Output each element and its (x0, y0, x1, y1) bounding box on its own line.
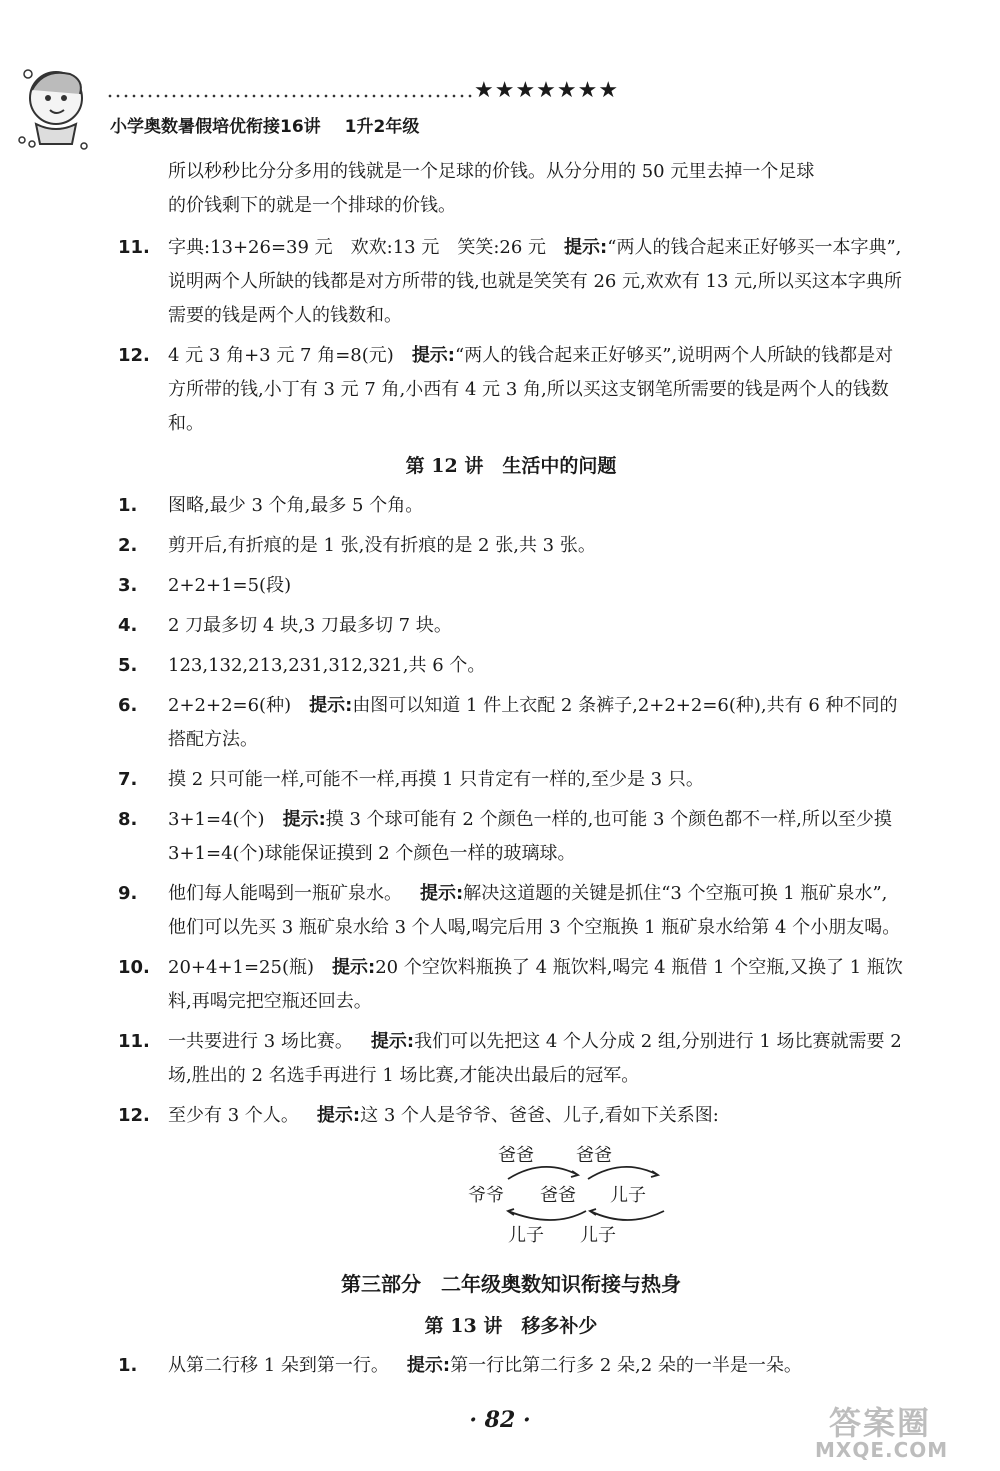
hint-label: 提示: (282, 809, 326, 830)
diagram-mid-right: 儿子 (610, 1185, 646, 1206)
item-hint: 由图可以知道 1 件上衣配 2 条裤子,2+2+2=6(种),共有 6 种不同的搭配方法。 (168, 695, 898, 750)
diagram-top-right: 爸爸 (576, 1145, 612, 1166)
book-title (110, 112, 419, 137)
answer-item (118, 951, 904, 1019)
item-number: 11. (118, 237, 150, 258)
item-answer: 他们每人能喝到一瓶矿泉水。 (168, 883, 402, 904)
item-answer: 剪开后,有折痕的是 1 张,没有折痕的是 2 张,共 3 张。 (168, 535, 596, 556)
page-header (14, 64, 620, 154)
item-number: 6. (118, 695, 138, 716)
header-stars: ★★★★★★★ (474, 78, 620, 103)
item-hint: 解决这道题的关键是抓住“3 个空瓶可换 1 瓶矿泉水”,他们可以先买 3 瓶矿泉水给 3 个人喝,喝完后用 3 个空瓶换 1 瓶矿泉水给第 4 个小朋友喝。 (168, 883, 901, 938)
item-number: 9. (118, 883, 138, 904)
answer-item (118, 1099, 904, 1133)
diagram-mid-center: 爸爸 (540, 1185, 576, 1206)
grade-label: 1升2年级 (344, 117, 420, 137)
watermark-line-2: MXQE.COM (815, 1438, 949, 1462)
answer-item (118, 529, 904, 563)
item-answer: 至少有 3 个人。 (168, 1105, 299, 1126)
item-answer: 从第二行移 1 朵到第一行。 (168, 1355, 389, 1376)
hint-label: 提示: (309, 695, 353, 716)
answer-item (118, 339, 904, 441)
item-number: 7. (118, 769, 138, 790)
item-number: 10. (118, 957, 150, 978)
item-answer: 123,132,213,231,312,321,共 6 个。 (168, 655, 486, 676)
answer-item (118, 803, 904, 871)
answer-item (118, 569, 904, 603)
item-hint: 我们可以先把这 4 个人分成 2 组,分别进行 1 场比赛就需要 2 场,胜出的 2 名选手再进行 1 场比赛,才能决出最后的冠军。 (168, 1031, 902, 1086)
item-answer: 图略,最少 3 个角,最多 5 个角。 (168, 495, 424, 516)
watermark-line-1: 答案圈 (829, 1404, 932, 1442)
hint-label: 提示: (420, 883, 464, 904)
mascot-icon (14, 64, 104, 152)
item-answer: 2+2+2=6(种) (168, 695, 292, 716)
diagram-top-left: 爸爸 (498, 1145, 534, 1166)
item-hint: “两人的钱合起来正好够买”,说明两个人所缺的钱都是对方所带的钱,小丁有 3 元 7 角,小西有 4 元 3 角,所以买这支钢笔所需要的钱是两个人的钱数和。 (168, 345, 894, 434)
item-number: 5. (118, 655, 138, 676)
lecture-12-title: 第 12 讲 生活中的问题 (405, 455, 617, 477)
diagram-bottom-right: 儿子 (580, 1225, 616, 1246)
answer-item (118, 1349, 904, 1383)
diagram-mid-left: 爷爷 (468, 1185, 504, 1206)
header-dotted-line (106, 94, 474, 98)
item-number: 12. (118, 1105, 150, 1126)
page-content (118, 155, 904, 1389)
relation-diagram (468, 1139, 708, 1257)
page-number: · 82 · (469, 1407, 531, 1433)
intro-line-2: 的价钱剩下的就是一个排球的价钱。 (168, 195, 456, 216)
item-answer: 2+2+1=5(段) (168, 575, 292, 596)
item-hint: 第一行比第二行多 2 朵,2 朵的一半是一朵。 (450, 1355, 802, 1376)
item-number: 1. (118, 1355, 138, 1376)
item-number: 3. (118, 575, 138, 596)
answer-item (118, 609, 904, 643)
watermark (815, 1398, 995, 1470)
item-answer: 摸 2 只可能一样,可能不一样,再摸 1 只肯定有一样的,至少是 3 只。 (168, 769, 704, 790)
item-hint: 20 个空饮料瓶换了 4 瓶饮料,喝完 4 瓶借 1 个空瓶,又换了 1 瓶饮料,再喝完把空瓶还回去。 (168, 957, 903, 1012)
answer-item (118, 877, 904, 945)
answer-item (118, 231, 904, 333)
answer-item (118, 1025, 904, 1093)
item-number: 1. (118, 495, 138, 516)
item-hint: 这 3 个人是爷爷、爸爸、儿子,看如下关系图: (360, 1105, 719, 1126)
item-number: 12. (118, 345, 150, 366)
book-title-text: 小学奥数暑假培优衔接16讲 (110, 117, 321, 137)
item-hint: “两人的钱合起来正好够买一本字典”,说明两个人所缺的钱都是对方所带的钱,也就是笑笑有 26 元,欢欢有 13 元,所以买这本字典所需要的钱是两个人的钱数和。 (168, 237, 902, 326)
item-answer: 4 元 3 角+3 元 7 角=8(元) (168, 345, 394, 366)
answer-item (118, 763, 904, 797)
intro-line-1: 所以秒秒比分分多用的钱就是一个足球的价钱。从分分用的 50 元里去掉一个足球 (168, 161, 815, 182)
hint-label: 提示: (411, 345, 456, 366)
answer-item (118, 649, 904, 683)
item-answer: 一共要进行 3 场比赛。 (168, 1031, 353, 1052)
hint-label: 提示: (332, 957, 376, 978)
item-number: 8. (118, 809, 138, 830)
item-hint: 摸 3 个球可能有 2 个颜色一样的,也可能 3 个颜色都不一样,所以至少摸3+1=4(个)球能保证摸到 2 个颜色一样的玻璃球。 (168, 809, 892, 864)
item-answer: 20+4+1=25(瓶) (168, 957, 315, 978)
hint-label: 提示: (406, 1355, 451, 1376)
lecture-13-title: 第 13 讲 移多补少 (424, 1315, 598, 1337)
item-number: 11. (118, 1031, 150, 1052)
part-3-title: 第三部分 二年级奥数知识衔接与热身 (341, 1272, 681, 1296)
item-answer: 3+1=4(个) (168, 809, 265, 830)
answer-item (118, 489, 904, 523)
hint-label: 提示: (564, 237, 608, 258)
item-answer: 2 刀最多切 4 块,3 刀最多切 7 块。 (168, 615, 452, 636)
hint-label: 提示: (316, 1105, 361, 1126)
item-number: 2. (118, 535, 138, 556)
hint-label: 提示: (370, 1031, 415, 1052)
diagram-bottom-left: 儿子 (508, 1225, 544, 1246)
item-answer: 字典:13+26=39 元 欢欢:13 元 笑笑:26 元 (168, 237, 547, 258)
item-number: 4. (118, 615, 138, 636)
answer-item (118, 689, 904, 757)
